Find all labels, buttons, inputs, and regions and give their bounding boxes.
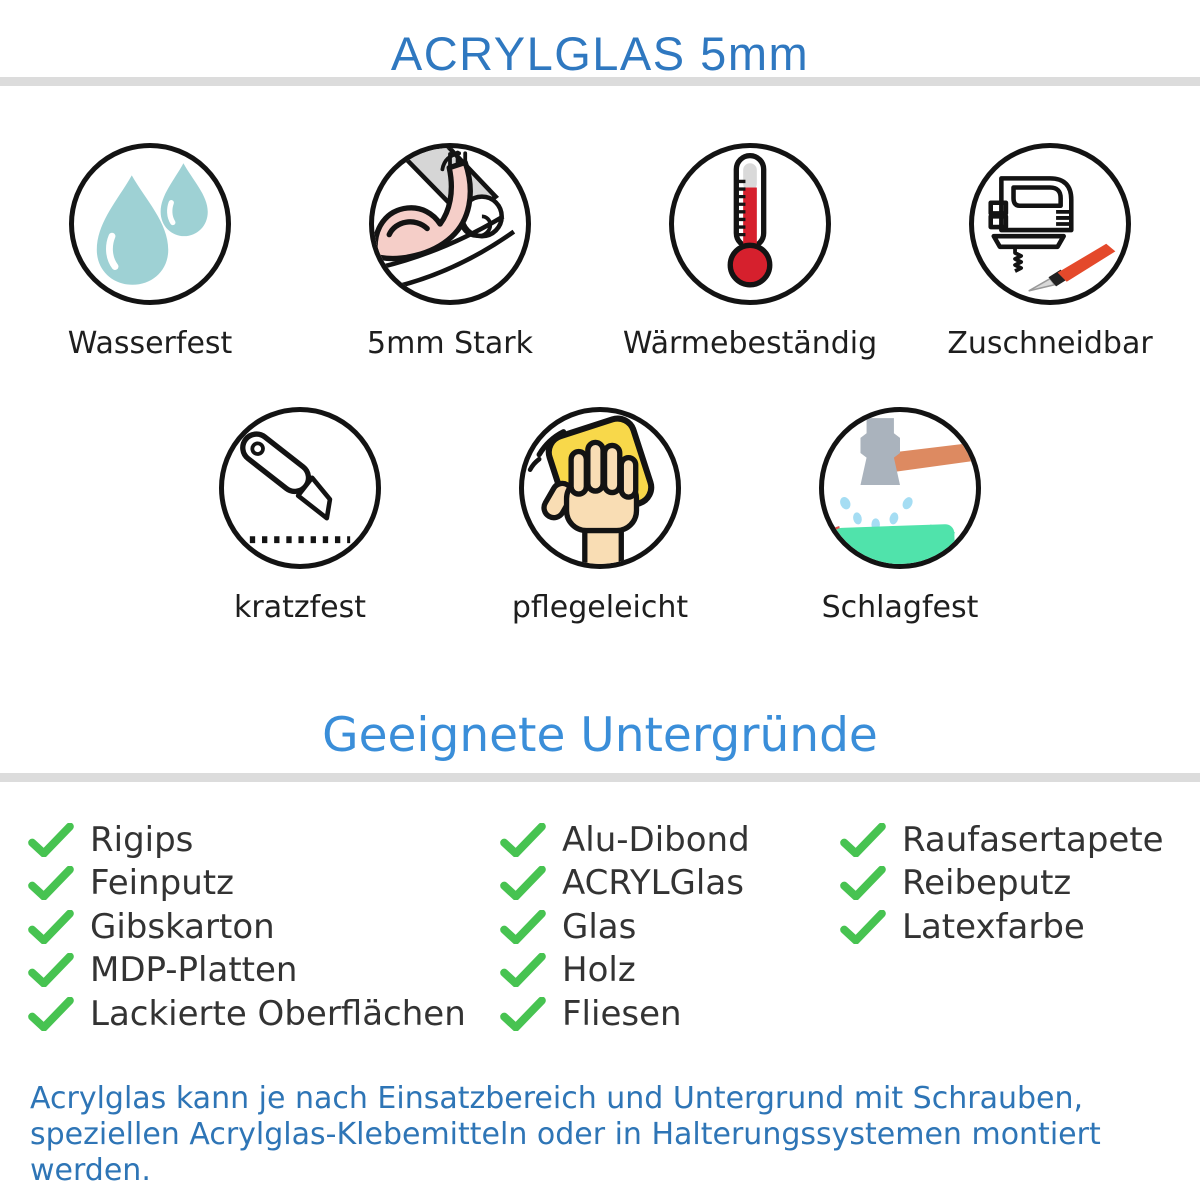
list-item (840, 905, 1200, 949)
surface-label: Glas (562, 906, 637, 947)
surface-label: Rigips (90, 819, 194, 860)
feature-wasserfest (0, 143, 300, 361)
list-item (840, 862, 1200, 906)
feature-kratzfest (150, 407, 450, 625)
surface-label: Fliesen (562, 993, 682, 1034)
cleaning-hand-icon (519, 407, 681, 569)
feature-label: kratzfest (233, 590, 366, 625)
checkmark-icon (28, 997, 74, 1031)
muscle-arm-icon (369, 143, 531, 305)
checkmark-icon (28, 953, 74, 987)
checkmark-icon (840, 866, 886, 900)
list-item (500, 992, 840, 1036)
feature-label: Zuschneidbar (947, 326, 1153, 361)
divider-bar (0, 773, 1200, 782)
mounting-note-line2: speziellen Acrylglas-Klebemitteln oder in Halterungssystemen montiert werden. (30, 1116, 1101, 1188)
surface-label: Holz (562, 950, 636, 991)
surfaces-list (0, 818, 1200, 1036)
checkmark-icon (500, 823, 546, 857)
surface-label: ACRYLGlas (562, 863, 744, 904)
checkmark-icon (500, 910, 546, 944)
checkmark-icon (500, 997, 546, 1031)
hammer-icon (819, 407, 981, 569)
checkmark-icon (840, 823, 886, 857)
feature-label: Schlagfest (821, 590, 979, 625)
surfaces-column-1 (28, 818, 500, 1036)
surface-label: Alu-Dibond (562, 819, 750, 860)
jigsaw-icon (969, 143, 1131, 305)
utility-knife-icon (219, 407, 381, 569)
features-row-2 (0, 407, 1200, 625)
list-item (28, 992, 500, 1036)
feature-waermebestaendig (600, 143, 900, 361)
list-item (500, 949, 840, 993)
feature-5mm-stark (300, 143, 600, 361)
feature-zuschneidbar (900, 143, 1200, 361)
checkmark-icon (28, 823, 74, 857)
list-item (28, 905, 500, 949)
surfaces-column-3 (840, 818, 1200, 1036)
water-drops-icon (69, 143, 231, 305)
surface-label: Reibeputz (902, 863, 1072, 904)
mounting-note-line1: Acrylglas kann je nach Einsatzbereich und Untergrund mit Schrauben, (30, 1080, 1084, 1116)
section-heading: Geeignete Untergründe (322, 708, 878, 763)
feature-label: pflegeleicht (511, 590, 689, 625)
feature-label: Wasserfest (67, 326, 233, 361)
list-item (28, 949, 500, 993)
feature-pflegeleicht (450, 407, 750, 625)
surface-label: Lackierte Oberflächen (90, 993, 466, 1034)
mounting-note (0, 1081, 1200, 1189)
surface-label: Gibskarton (90, 906, 275, 947)
surface-label: Raufasertapete (902, 819, 1164, 860)
checkmark-icon (28, 910, 74, 944)
feature-label: 5mm Stark (367, 326, 533, 361)
list-item (28, 818, 500, 862)
surfaces-column-2 (500, 818, 840, 1036)
feature-schlagfest (750, 407, 1050, 625)
checkmark-icon (840, 910, 886, 944)
list-item (500, 905, 840, 949)
page-title: ACRYLGLAS 5mm (390, 27, 810, 80)
list-item (840, 818, 1200, 862)
list-item (28, 862, 500, 906)
features-row-1 (0, 143, 1200, 361)
list-item (500, 818, 840, 862)
feature-label: Wärmebeständig (622, 326, 878, 361)
checkmark-icon (28, 866, 74, 900)
surface-label: Latexfarbe (902, 906, 1085, 947)
list-item (500, 862, 840, 906)
surface-label: MDP-Platten (90, 950, 298, 991)
checkmark-icon (500, 953, 546, 987)
surface-label: Feinputz (90, 863, 234, 904)
thermometer-icon (669, 143, 831, 305)
checkmark-icon (500, 866, 546, 900)
